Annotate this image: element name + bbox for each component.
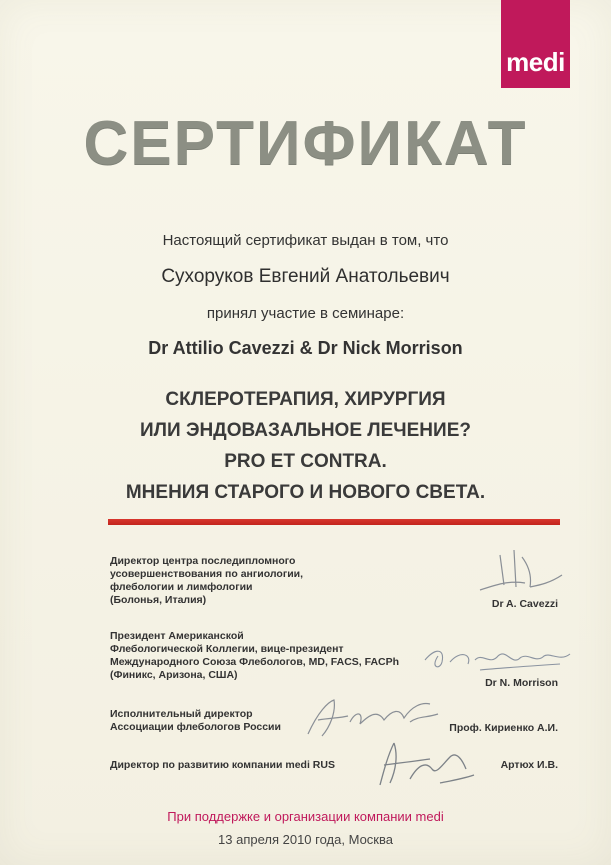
seminar-topic <box>0 384 611 508</box>
recipient-name: Сухоруков Евгений Анатольевич <box>161 266 450 287</box>
divider-rule <box>108 519 560 525</box>
description-line: Директор по развитию компании medi RUS <box>110 759 335 771</box>
description-line: Ассоциации флебологов России <box>110 721 281 733</box>
topic-line: СКЛЕРОТЕРАПИЯ, ХИРУРГИЯ <box>165 389 446 410</box>
signatory-name: Dr N. Morrison <box>485 677 558 689</box>
signatory-description <box>110 708 281 734</box>
date-place: 13 апреля 2010 года, Москва <box>218 832 393 847</box>
description-line: (Финикс, Аризона, США) <box>110 669 238 681</box>
description-line: флебологии и лимфологии <box>110 581 253 593</box>
signature-cavezzi-icon <box>470 545 570 600</box>
signatory-name: Артюх И.В. <box>500 759 558 771</box>
topic-line: ИЛИ ЭНДОВАЗАЛЬНОЕ ЛЕЧЕНИЕ? <box>140 420 471 441</box>
signatory-name: Dr A. Cavezzi <box>491 598 558 610</box>
intro-text: Настоящий сертификат выдан в том, что <box>162 232 449 249</box>
certificate-title: СЕРТИФИКАТ <box>83 109 528 178</box>
description-line: Директор центра последипломного <box>110 555 296 567</box>
signatory-description <box>110 630 399 682</box>
signatory-description <box>110 759 335 772</box>
signature-morrison-icon <box>420 640 580 680</box>
description-line: Президент Американской <box>110 630 244 642</box>
support-text: При поддержке и организации компании medi <box>167 809 444 824</box>
description-line: Международного Союза Флебологов, MD, FACS, FACPh <box>110 656 400 668</box>
description-line: (Болонья, Италия) <box>110 594 207 606</box>
signatory-name: Проф. Кириенко А.И. <box>449 722 558 734</box>
logo-text: medi <box>506 47 565 77</box>
participation-text: принял участие в семинаре: <box>206 305 405 322</box>
topic-line: МНЕНИЯ СТАРОГО И НОВОГО СВЕТА. <box>125 482 486 503</box>
seminar-speakers: Dr Attilio Cavezzi & Dr Nick Morrison <box>148 338 463 358</box>
signature-artyukh-icon <box>370 735 480 790</box>
description-line: Исполнительный директор <box>110 708 253 720</box>
description-line: усовершенствования по ангиологии, <box>110 568 304 580</box>
signatory-description <box>110 555 303 607</box>
topic-line: PRO ET CONTRA. <box>224 451 387 472</box>
description-line: Флебологической Коллегии, вице-президент <box>110 643 344 655</box>
medi-logo <box>501 0 570 88</box>
